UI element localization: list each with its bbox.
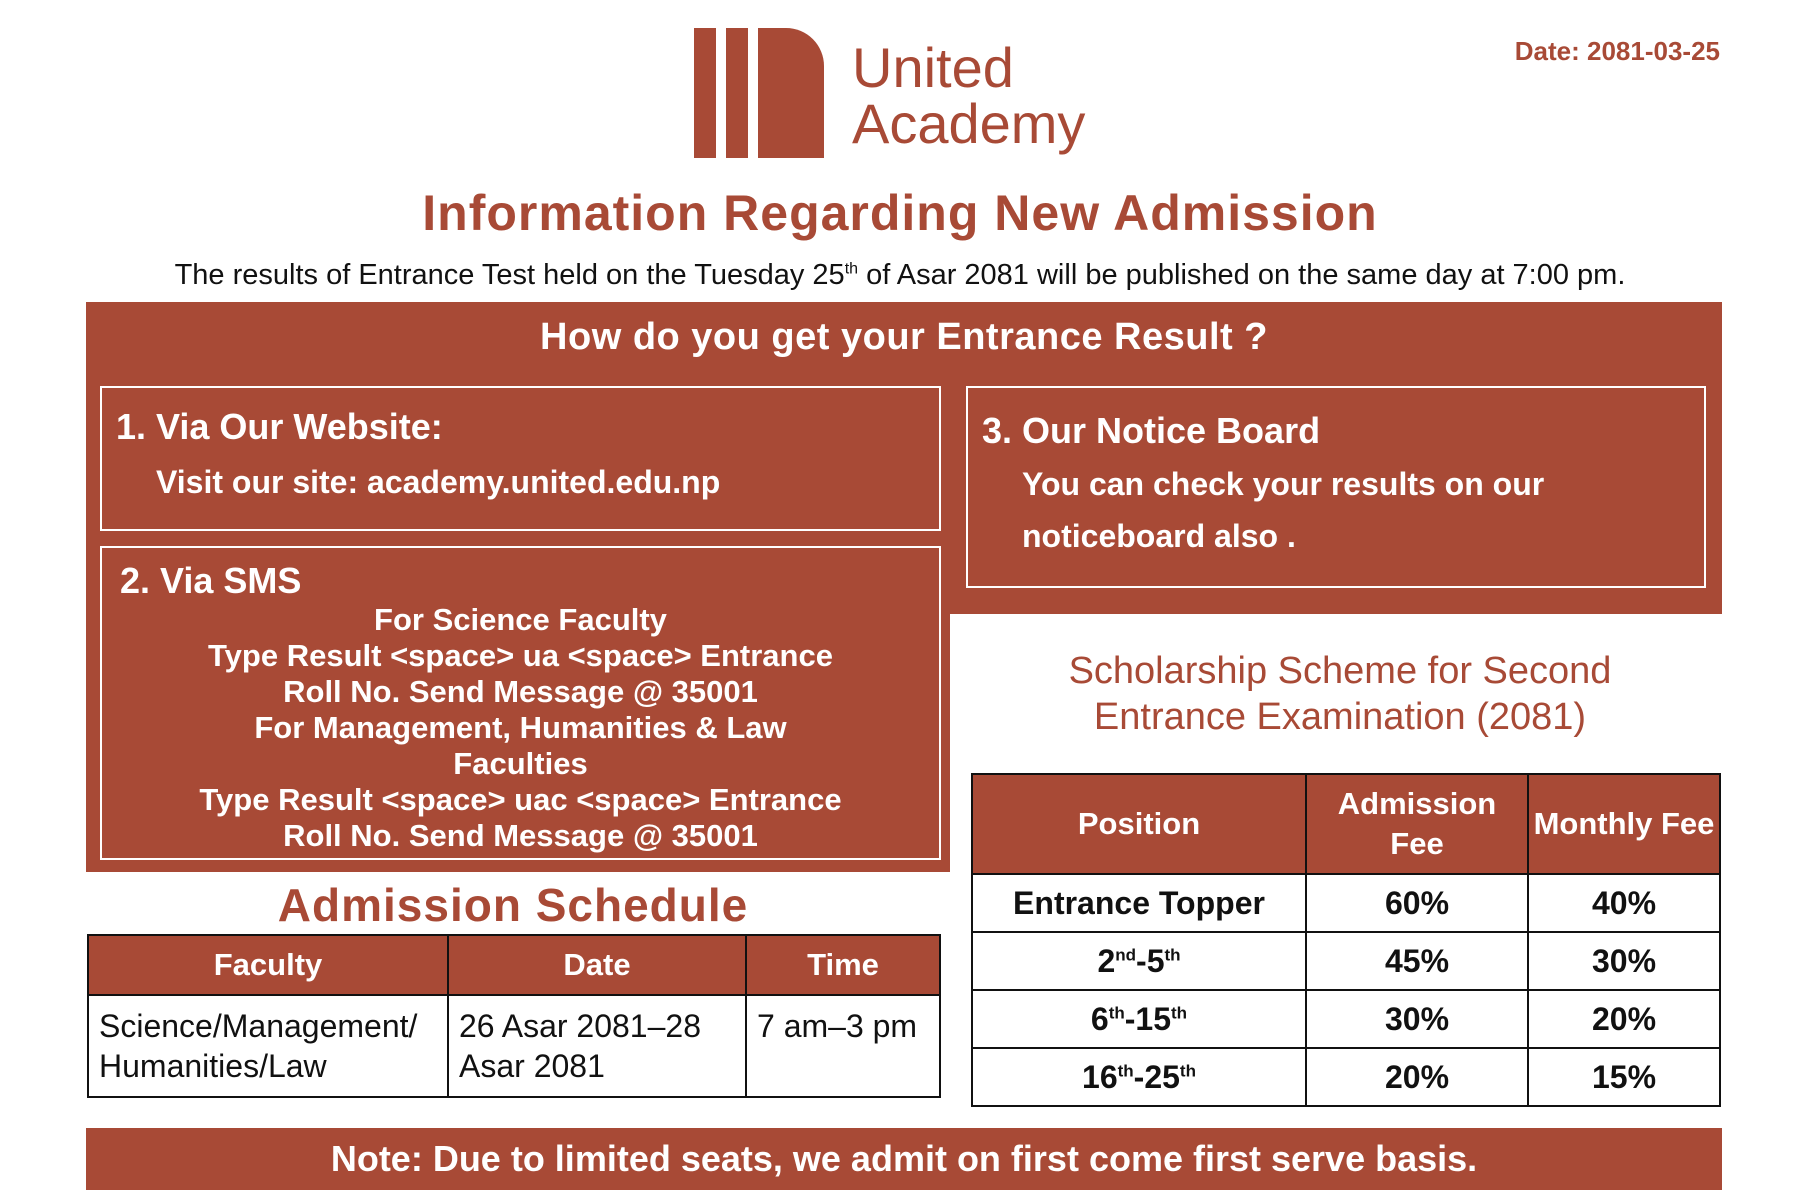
sms-instructions [102,602,939,854]
column-header: Admission Fee [1306,774,1528,874]
logo-line-1: United [852,36,1014,99]
table-header-row [88,935,940,995]
position-cell: 2nd-5th [972,932,1306,990]
note-banner: Note: Due to limited seats, we admit on first come first serve basis. [86,1128,1722,1190]
table-row [88,995,940,1097]
monthly-fee-cell: 40% [1528,874,1720,932]
column-header: Date [448,935,746,995]
sms-option-box [100,546,941,860]
united-academy-logo-icon [694,28,824,158]
table-row [972,1048,1720,1106]
sms-line: For Science Faculty [374,602,667,637]
notice-date: Date: 2081-03-25 [1514,36,1720,66]
sms-heading: 2. Via SMS [120,560,302,601]
admission-schedule-table [87,934,941,1098]
admission-fee-cell: 60% [1306,874,1528,932]
result-panel-title: How do you get your Entrance Result ? [540,316,1268,358]
admission-schedule-title: Admission Schedule [277,879,749,931]
column-header: Time [746,935,940,995]
monthly-fee-cell: 15% [1528,1048,1720,1106]
admission-fee-cell: 30% [1306,990,1528,1048]
scholarship-title: Scholarship Scheme for Second Entrance Examination (2081) [1068,650,1612,738]
website-option-box [100,386,941,531]
scholarship-table [971,773,1721,1107]
logo-wordmark [852,36,1086,155]
sms-line: Roll No. Send Message @ 35001 [283,818,758,853]
logo-line-2: Academy [852,92,1086,155]
sms-line: For Management, Humanities & Law [254,710,787,745]
table-row [972,932,1720,990]
date-cell: 26 Asar 2081–28 Asar 2081 [448,995,746,1097]
sms-line: Faculties [453,746,588,781]
position-cell: 6th-15th [972,990,1306,1048]
faculty-cell: Science/Management/ Humanities/Law [88,995,448,1097]
table-row [972,874,1720,932]
table-header-row [972,774,1720,874]
website-text: Visit our site: academy.united.edu.np [156,464,721,500]
intro-text: The results of Entrance Test held on the Tuesday 25th of Asar 2081 will be published on the same day at 7:00 pm. [174,259,1626,291]
monthly-fee-cell: 30% [1528,932,1720,990]
admission-fee-cell: 45% [1306,932,1528,990]
column-header: Monthly Fee [1528,774,1720,874]
page-title: Information Regarding New Admission [422,185,1378,241]
column-header: Faculty [88,935,448,995]
column-header: Position [972,774,1306,874]
notice-board-line-2: noticeboard also . [1022,518,1296,554]
position-cell: Entrance Topper [972,874,1306,932]
notice-board-heading: 3. Our Notice Board [982,410,1321,451]
sms-line: Type Result <space> ua <space> Entrance [208,638,833,673]
notice-board-option-box [966,386,1706,588]
sms-line: Type Result <space> uac <space> Entrance [199,782,842,817]
sms-line: Roll No. Send Message @ 35001 [283,674,758,709]
website-heading: 1. Via Our Website: [116,406,443,447]
monthly-fee-cell: 20% [1528,990,1720,1048]
notice-board-line-1: You can check your results on our [1022,466,1545,502]
admission-fee-cell: 20% [1306,1048,1528,1106]
position-cell: 16th-25th [972,1048,1306,1106]
time-cell: 7 am–3 pm [746,995,940,1097]
table-row [972,990,1720,1048]
